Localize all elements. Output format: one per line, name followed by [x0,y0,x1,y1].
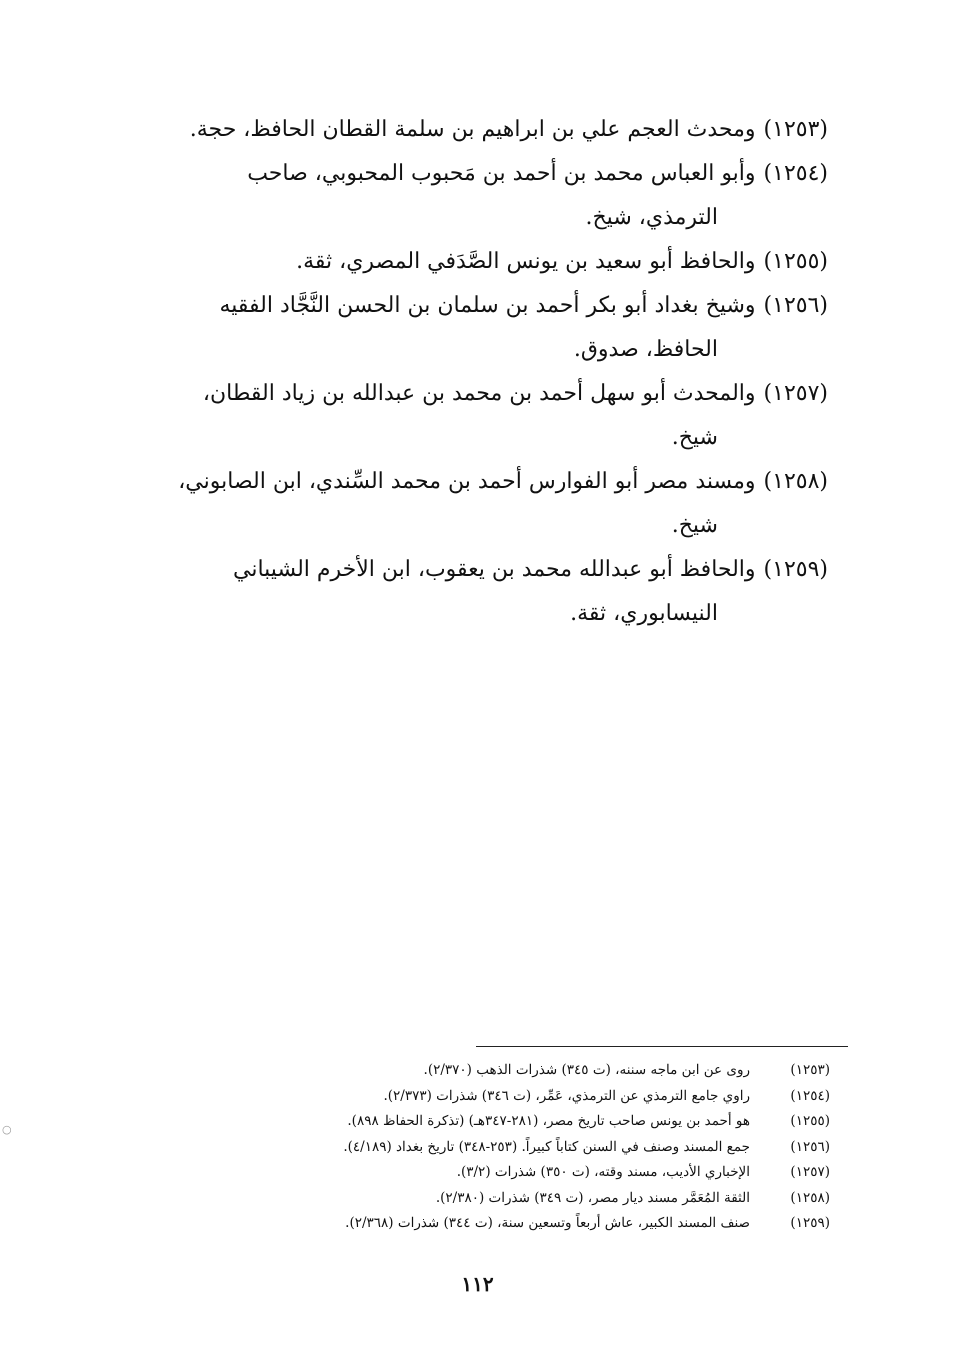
footnote-number: (١٢٥٧) [790,1164,830,1180]
footnote-text: راوي جامع الترمذي عن الترمذي، عَمِّر، (ت ٣٤٦) شذرات (٢/٣٧٣). [383,1087,750,1104]
entry-1259 [128,548,828,636]
footnote-text: هو أحمد بن يونس صاحب تاريخ مصر، (٢٨١-٣٤٧هـ) (تذكرة الحفاظ ٨٩٨). [347,1113,750,1129]
entry-continuation: شيخ. [671,425,718,450]
footnotes [130,1058,830,1237]
entry-1253 [128,108,828,152]
footnote-1255 [130,1109,830,1135]
footnote-1258 [130,1186,830,1212]
entry-number: (١٢٥٦) [763,293,828,318]
entry-number: (١٢٥٨) [763,469,828,494]
footnote-number: (١٢٥٨) [790,1189,830,1206]
footnote-number: (١٢٥٦) [790,1138,830,1155]
page-number: ١١٢ [461,1272,494,1296]
main-text [128,108,828,636]
entry-text: وأبو العباس محمد بن أحمد بن مَحبوب المحبوبي، صاحب [247,161,756,186]
footnote-1253 [130,1058,830,1084]
entry-1257 [128,372,828,460]
entry-text: ومحدث العجم علي بن ابراهيم بن سلمة القطان الحافظ، حجة. [189,117,756,142]
footnote-text: الثقة المُعَمَّر مسند ديار مصر، (ت ٣٤٩) شذرات (٢/٣٨٠). [435,1189,750,1206]
footnote-number: (١٢٥٩) [790,1215,830,1231]
footnote-1256 [130,1135,830,1161]
footnote-text: روى عن ابن ماجه سننه، (ت ٣٤٥) شذرات الذهب (٢/٣٧٠). [423,1062,750,1078]
footnote-text: الإخباري الأديب، مسند وقته، (ت ٣٥٠) شذرات (٣/٢). [456,1164,750,1180]
footnote-number: (١٢٥٣) [790,1062,830,1078]
entry-number: (١٢٥٣) [763,117,828,142]
entry-number: (١٢٥٧) [763,381,828,406]
footnote-divider [476,1046,848,1047]
entry-1256 [128,284,828,372]
entry-1254 [128,152,828,240]
entry-number: (١٢٥٤) [763,161,828,186]
footnote-1257 [130,1160,830,1186]
entry-number: (١٢٥٥) [763,249,828,274]
entry-continuation: الحافظ، صدوق. [573,337,718,362]
footnote-1254 [130,1084,830,1110]
entry-continuation: الترمذي، شيخ. [585,205,718,230]
entry-text: والحافظ أبو سعيد بن يونس الصَّدَفي المصري، ثقة. [296,249,756,274]
entry-text: والحافظ أبو عبدالله محمد بن يعقوب، ابن الأخرم الشيباني [233,557,756,582]
footnote-1259 [130,1211,830,1237]
footnote-text: جمع المسند وصنف في السنن كتاباً كبيراً. (٢٥٣-٣٤٨) تاريخ بغداد (٤/١٨٩). [343,1138,750,1155]
margin-mark: ○ [2,1123,12,1136]
footnote-number: (١٢٥٤) [790,1087,830,1104]
entry-continuation: شيخ. [671,513,718,538]
entry-number: (١٢٥٩) [763,557,828,582]
entry-text: ومسند مصر أبو الفوارس أحمد بن محمد السِّندي، ابن الصابوني، [178,469,756,494]
footnote-text: صنف المسند الكبير، عاش أربعاً وتسعين سنة، (ت ٣٤٤) شذرات (٢/٣٦٨). [345,1215,750,1231]
entry-text: وشيخ بغداد أبو بكر أحمد بن سلمان بن الحسن النَّجَّاد الفقيه [219,293,756,318]
footnote-number: (١٢٥٥) [790,1113,830,1129]
entry-1255 [128,240,828,284]
entry-continuation: النيسابوري، ثقة. [570,601,718,626]
entry-1258 [128,460,828,548]
entry-text: والمحدث أبو سهل أحمد بن محمد بن عبدالله بن زياد القطان، [202,381,756,406]
